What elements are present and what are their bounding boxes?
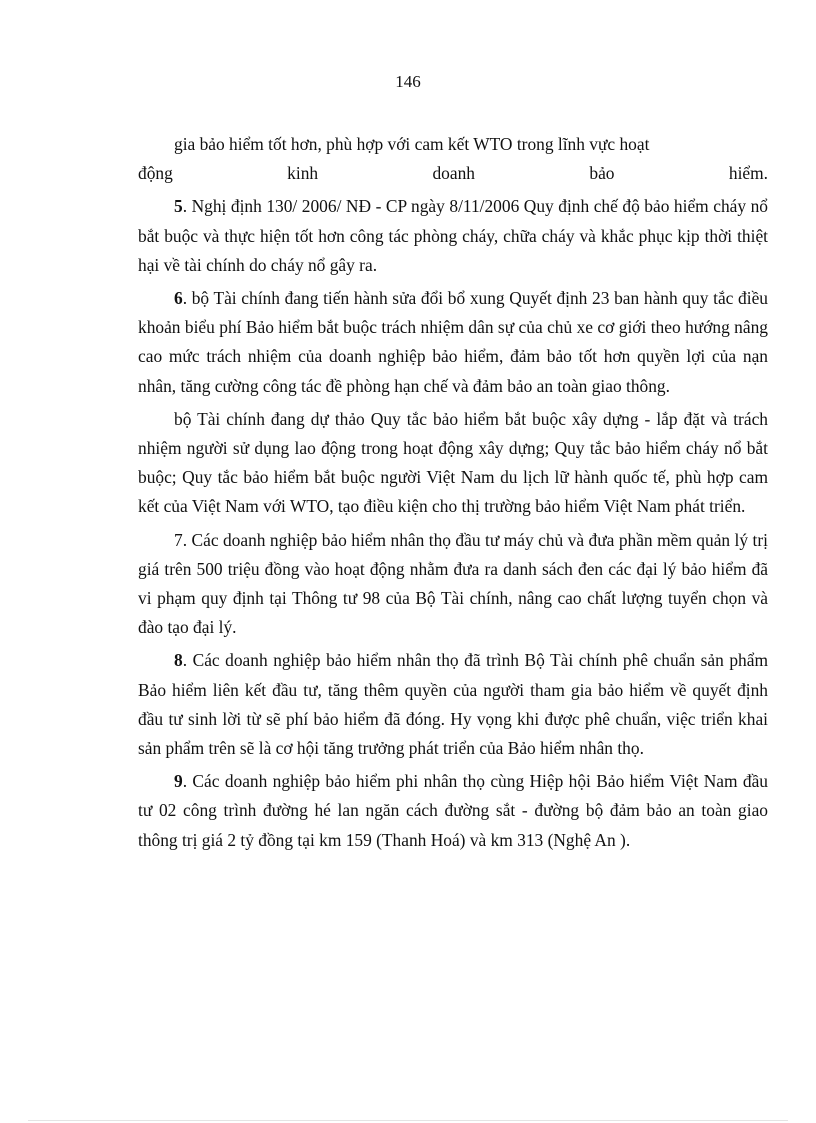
continuation-line-2: động kinh doanh bảo hiểm. <box>138 163 768 184</box>
page-bottom-rule <box>28 1120 788 1121</box>
continuation-line-1: gia bảo hiểm tốt hơn, phù hợp với cam kết WTO trong lĩnh vực hoạt <box>174 134 650 154</box>
document-body <box>138 130 768 859</box>
item-number-6: 6 <box>174 288 183 309</box>
item-number-9: 9 <box>174 771 183 792</box>
item-text-7: 7. Các doanh nghiệp bảo hiểm nhân thọ đầu tư máy chủ và đưa phần mềm quản lý trị giá trên 500 triệu đồng vào hoạt động nhằm đưa ra danh sách đen các đại lý bảo hiểm đã vi phạm quy định tại Thông tư 98 của Bộ Tài chính, nâng cao chất lượng tuyển chọn và đào tạo đại lý. <box>138 529 768 638</box>
item-text-5: . Nghị định 130/ 2006/ NĐ - CP ngày 8/11/2006 Quy định chế độ bảo hiểm cháy nổ bắt buộc và thực hiện tốt hơn công tác phòng cháy, chữa cháy và khắc phục kịp thời thiệt hại về tài chính do cháy nổ gây ra. <box>138 196 768 275</box>
item-text-8: . Các doanh nghiệp bảo hiểm nhân thọ đã trình Bộ Tài chính phê chuẩn sản phẩm Bảo hiểm liên kết đầu tư, tăng thêm quyền của người tham gia bảo hiểm về quyết định đầu tư sinh lời từ sẽ phí bảo hiểm đã đóng. Hy vọng khi được phê chuẩn, việc triển khai sản phẩm trên sẽ là cơ hội tăng trưởng phát triển của Bảo hiểm nhân thọ. <box>138 650 768 759</box>
paragraph-continuation <box>138 130 768 188</box>
item-text-6: . bộ Tài chính đang tiến hành sửa đổi bổ xung Quyết định 23 ban hành quy tắc điều khoản biểu phí Bảo hiểm bắt buộc trách nhiệm dân sự của chủ xe cơ giới theo hướng nâng cao mức trách nhiệm của doanh nghiệp bảo hiểm, đảm bảo tốt hơn quyền lợi của nạn nhân, tăng cường công tác đề phòng hạn chế và đảm bảo an toàn giao thông. <box>138 288 768 396</box>
paragraph-item-5 <box>138 192 768 280</box>
item-number-8: 8 <box>174 650 183 671</box>
page-number: 146 <box>395 72 421 91</box>
paragraph-item-9 <box>138 767 768 855</box>
paragraph-item-7 <box>138 526 768 643</box>
item-text-6b: bộ Tài chính đang dự thảo Quy tắc bảo hiểm bắt buộc xây dựng - lắp đặt và trách nhiệm người sử dụng lao động trong hoạt động xây dựng; Quy tắc bảo hiểm cháy nổ bắt buộc; Quy tắc bảo hiểm bắt buộc người Việt Nam du lịch lữ hành quốc tế, phù hợp cam kết của Việt Nam với WTO, tạo điều kiện cho thị trường bảo hiểm Việt Nam phát triển. <box>138 408 768 517</box>
paragraph-item-6b <box>138 405 768 522</box>
paragraph-item-6 <box>138 284 768 401</box>
item-number-5: 5 <box>174 196 183 217</box>
paragraph-item-8 <box>138 646 768 763</box>
item-text-9: . Các doanh nghiệp bảo hiểm phi nhân thọ cùng Hiệp hội Bảo hiểm Việt Nam đầu tư 02 công trình đường hé lan ngăn cách đường sắt - đường bộ đảm bảo an toàn giao thông trị giá 2 tỷ đồng tại km 159 (Thanh Hoá) và km 313 (Nghệ An ). <box>138 771 768 850</box>
